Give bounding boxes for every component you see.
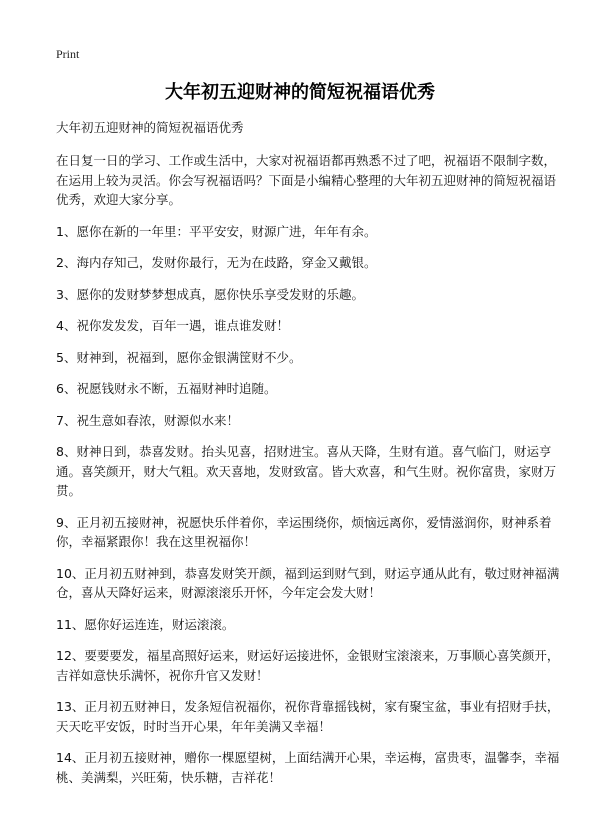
document-subtitle: 大年初五迎财神的简短祝福语优秀	[56, 120, 244, 135]
wish-item: 11、愿你好运连连，财运滚滚。	[56, 616, 235, 632]
wish-item: 4、祝你发发发，百年一遇，谁点谁发财！	[56, 318, 289, 333]
wish-item: 14、正月初五接财神，赠你一棵愿望树，上面结满开心果，幸运梅，富贵枣，温馨李，幸福桃、美满梨，兴旺菊，快乐糖，吉祥花！	[56, 750, 560, 785]
wish-list	[56, 222, 562, 788]
wish-item: 7、祝生意如春浓，财源似水来！	[56, 412, 239, 428]
wish-item: 12、要要要发，福星高照好运来，财运好运接进怀，金银财宝滚滚来，万事顺心喜笑颜开，吉祥如意快乐满怀，祝你升官又发财！	[56, 648, 560, 683]
wish-item: 2、海内存知己，发财你最行，无为在歧路，穿金又戴银。	[56, 255, 377, 270]
wish-item: 8、财神日到，恭喜发财。抬头见喜，招财进宝。喜从天降，生财有道。喜气临门，财运亨通。喜笑颜开，财大气粗。欢天喜地，发财致富。皆大欢喜，和气生财。祝你富贵，家财万贯。	[56, 444, 557, 498]
wish-item: 13、正月初五财神日，发条短信祝福你，祝你背靠摇钱树，家有聚宝盆，事业有招财手扶，天天吃平安饭，时时当开心果，年年美满又幸福！	[56, 699, 560, 734]
intro-paragraph: 在日复一日的学习、工作或生活中，大家对祝福语都再熟悉不过了吧，祝福语不限制字数，在运用上较为灵活。你会写祝福语吗？下面是小编精心整理的大年初五迎财神的简短祝福语优秀，欢迎大家分享。	[56, 153, 557, 207]
wish-item: 5、财神到，祝福到，愿你金银满筐财不少。	[56, 349, 302, 365]
wish-item: 3、愿你的发财梦梦想成真，愿你快乐享受发财的乐趣。	[56, 286, 364, 302]
wish-item: 6、祝愿钱财永不断，五福财神时追随。	[56, 381, 277, 396]
wish-item: 1、愿你在新的一年里：平平安安，财源广进，年年有余。	[56, 223, 377, 239]
document-title: 大年初五迎财神的简短祝福语优秀	[165, 82, 435, 103]
wish-item: 10、正月初五财神到，恭喜发财笑开颜，福到运到财气到，财运亨通从此有，敬过财神福满仓，喜从天降好运来，财源滚滚乐开怀，今年定会发大财！	[56, 565, 560, 600]
print-link[interactable]: Print	[56, 47, 80, 61]
document-body	[56, 118, 562, 799]
wish-item: 9、正月初五接财神，祝愿快乐伴着你，幸运围绕你，烦恼远离你，爱情滋润你，财神系着你，幸福紧跟你！我在这里祝福你！	[56, 514, 552, 549]
